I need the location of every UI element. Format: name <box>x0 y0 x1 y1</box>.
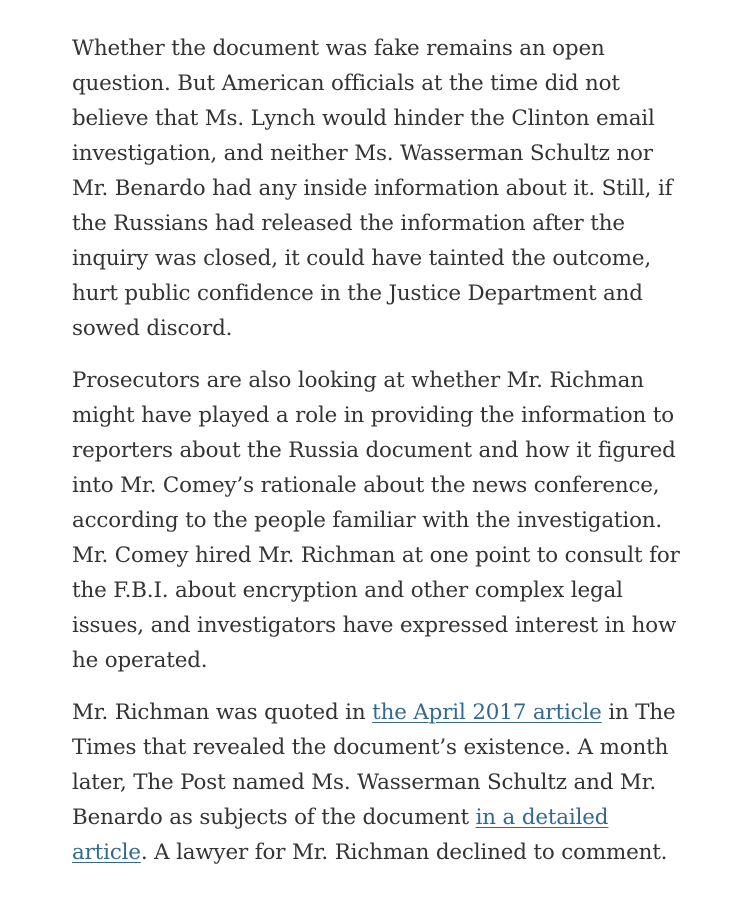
article-body <box>72 31 682 887</box>
article-paragraph: Prosecutors are also looking at whether Mr. Richman might have played a role in providing the information to reporters about the Russia document and how it figured into Mr. Comey’s rationale about the news conference, according to the people familiar with the investigation. Mr. Comey hired Mr. Richman at one point to consult for the F.B.I. about encryption and other complex legal issues, and investigators have expressed interest in how he operated. <box>72 368 680 673</box>
article-paragraph: Whether the document was fake remains an open question. But American officials at the time did not believe that Ms. Lynch would hinder the Clinton email investigation, and neither Ms. Wasserman Schultz nor Mr. Benardo had any inside information about it. Still, if the Russians had released the information after the inquiry was closed, it could have tainted the outcome, hurt public confidence in the Justice Department and sowed discord. <box>72 36 673 341</box>
detailed-article-link[interactable]: in a detailed article <box>72 805 609 865</box>
paragraph-text: . A lawyer for Mr. Richman declined to comment. <box>140 840 668 865</box>
paragraph-text: in The Times that revealed the document’s existence. A month later, The Post named Ms. Wasserman Schultz and Mr. Benardo as subjects of the document <box>72 700 676 830</box>
paragraph-text: Mr. Richman was quoted in <box>72 700 373 725</box>
article-paragraph <box>72 695 682 870</box>
april-2017-article-link[interactable]: the April 2017 article <box>372 700 602 725</box>
